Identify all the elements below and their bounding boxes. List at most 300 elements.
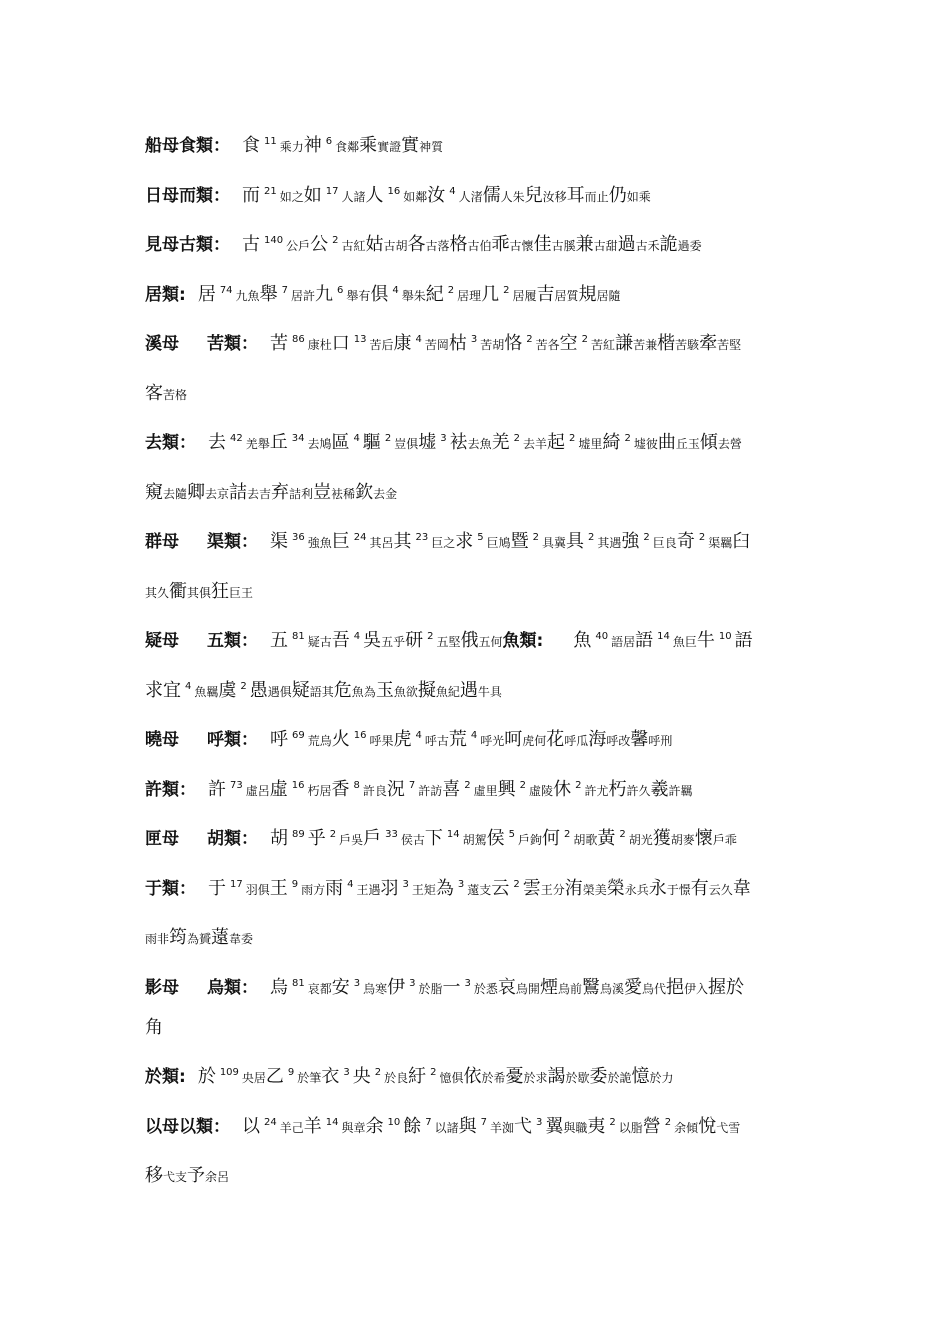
subcategory-label: 烏類： [207, 977, 258, 998]
category-label: 溪母 [145, 334, 179, 354]
category-label: 疑母 [145, 631, 179, 651]
fanqie-spelling: 食鄰 [335, 140, 360, 154]
fanqie-spelling: 於筆 [297, 1071, 322, 1085]
headword-char: 虞 [218, 679, 237, 701]
headword-char: 過 [617, 234, 636, 255]
fanqie-spelling: 于憬 [666, 882, 691, 897]
fanqie-spelling: 許尤 [584, 783, 609, 798]
headword-char: 公 [310, 234, 329, 255]
count-number: 2 [609, 1116, 616, 1128]
count-number: 6 [325, 136, 333, 148]
headword-char: 康 [393, 333, 412, 354]
fanqie-spelling: 憶俱 [439, 1071, 464, 1085]
headword-char: 詰 [229, 481, 248, 503]
fanqie-spelling: 韋委 [229, 932, 254, 946]
count-number: 81 [292, 977, 305, 989]
fanqie-spelling: 羊洳 [490, 1120, 515, 1135]
fanqie-spelling: 王遇 [356, 882, 381, 897]
headword-char: 吾 [331, 630, 350, 651]
fanqie-spelling: 羌舉 [245, 437, 270, 451]
headword-char: 強 [621, 531, 640, 552]
headword-char: 予 [187, 1165, 206, 1186]
headword-char: 翼 [545, 1115, 564, 1137]
entry-line [145, 827, 809, 851]
headword-char: 海 [588, 729, 607, 750]
headword-char: 危 [333, 679, 352, 701]
headword-char: 客 [145, 382, 163, 404]
headword-char: 興 [497, 778, 516, 800]
count-number: 2 [564, 829, 571, 841]
headword-char: 規 [578, 283, 597, 305]
count-number: 2 [581, 334, 589, 346]
fanqie-spelling: 苦堅 [717, 338, 742, 352]
headword-char: 許 [208, 778, 226, 800]
fanqie-spelling: 魚為 [351, 684, 376, 699]
headword-char: 苦 [270, 333, 288, 354]
count-number: 2 [329, 829, 337, 841]
fanqie-spelling: 過委 [677, 239, 702, 253]
count-number: 16 [353, 730, 367, 742]
count-number: 10 [718, 631, 732, 643]
fanqie-spelling: 人諸 [341, 189, 366, 204]
count-number: 23 [415, 532, 429, 544]
headword-char: 舉 [259, 283, 278, 305]
fanqie-spelling: 永兵 [624, 882, 649, 897]
fanqie-spelling: 戶乖 [712, 833, 737, 847]
headword-char: 哀 [497, 976, 516, 998]
entry-line [145, 926, 809, 950]
headword-char: 握 [708, 976, 726, 998]
fanqie-spelling: 烏前 [557, 981, 582, 996]
fanqie-spelling: 語居 [611, 635, 636, 649]
count-number: 7 [425, 1116, 432, 1128]
fanqie-spelling: 九魚 [235, 288, 260, 303]
fanqie-spelling: 魚欲 [393, 684, 418, 699]
fanqie-spelling: 巨鳩 [486, 536, 511, 550]
fanqie-spelling: 苦岡 [424, 338, 449, 352]
headword-char: 起 [547, 432, 566, 453]
category-label: 於類: [145, 1067, 186, 1087]
count-number: 2 [513, 878, 520, 890]
headword-char: 何 [542, 828, 561, 849]
headword-char: 几 [481, 283, 500, 305]
count-number: 4 [347, 878, 354, 890]
fanqie-spelling: 烏寒 [363, 981, 388, 996]
headword-char: 渠 [270, 531, 288, 552]
subcategory-label: 胡類： [207, 829, 258, 849]
headword-char: 區 [331, 432, 350, 453]
headword-char: 語 [734, 630, 753, 651]
headword-char: 求 [455, 531, 474, 552]
headword-char: 實 [401, 135, 420, 156]
headword-char: 荒 [448, 729, 467, 750]
fanqie-spelling: 五乎 [381, 635, 406, 649]
count-number: 6 [336, 284, 344, 296]
fanqie-spelling: 胡駕 [462, 833, 487, 847]
fanqie-spelling: 於求 [523, 1071, 548, 1085]
headword-char: 擬 [417, 679, 436, 701]
fanqie-spelling: 與職 [563, 1120, 588, 1135]
entry-line [145, 778, 809, 802]
fanqie-spelling: 去營 [717, 437, 742, 451]
headword-char: 牽 [699, 333, 718, 354]
count-number: 13 [353, 334, 367, 346]
fanqie-spelling: 去吉 [247, 486, 272, 501]
headword-char: 狂 [211, 580, 230, 602]
headword-char: 夷 [587, 1115, 606, 1137]
fanqie-spelling: 疑古 [307, 635, 332, 649]
headword-char: 虛 [269, 778, 288, 800]
headword-char: 魚 [573, 630, 592, 651]
fanqie-spelling: 袪稀 [331, 486, 356, 501]
document-body [145, 134, 809, 1214]
fanqie-spelling: 於詭 [607, 1071, 632, 1085]
headword-char: 侯 [486, 828, 505, 849]
headword-char: 羽 [380, 877, 399, 899]
fanqie-spelling: 古膎 [551, 239, 576, 253]
count-number: 14 [657, 631, 670, 643]
count-number: 2 [464, 779, 471, 791]
fanqie-spelling: 胡光 [628, 833, 653, 847]
headword-char: 下 [424, 828, 443, 849]
headword-char: 營 [642, 1115, 661, 1137]
headword-char: 綺 [602, 432, 621, 453]
fanqie-spelling: 侯古 [400, 833, 425, 847]
headword-char: 洧 [564, 877, 583, 899]
headword-char: 謁 [547, 1066, 566, 1087]
headword-char: 央 [352, 1066, 371, 1087]
headword-char: 儒 [482, 184, 501, 206]
headword-char: 汝 [427, 184, 446, 206]
headword-char: 兒 [524, 184, 543, 206]
headword-char: 具 [566, 531, 585, 552]
headword-char: 羌 [491, 432, 510, 453]
entry-line [145, 431, 809, 455]
headword-char: 羊 [303, 1115, 322, 1137]
fanqie-spelling: 以脂 [618, 1120, 643, 1135]
count-number: 2 [624, 433, 631, 445]
fanqie-spelling: 古胡 [383, 239, 408, 253]
fanqie-spelling: 呼刑 [648, 734, 673, 748]
headword-char: 朽 [608, 778, 627, 800]
headword-char: 遇 [459, 679, 478, 701]
fanqie-spelling: 居許 [290, 288, 315, 303]
count-number: 4 [470, 730, 478, 742]
headword-char: 永 [648, 877, 667, 899]
headword-char: 神 [303, 135, 322, 156]
headword-char: 姑 [365, 234, 384, 255]
fanqie-spelling: 余呂 [205, 1170, 230, 1184]
headword-char: 黃 [597, 828, 616, 849]
fanqie-spelling: 雨非 [145, 932, 170, 946]
headword-char: 語 [635, 630, 654, 651]
headword-char: 口 [331, 333, 350, 354]
count-number: 2 [427, 631, 434, 643]
headword-char: 移 [145, 1165, 163, 1186]
fanqie-spelling: 如乘 [626, 189, 651, 204]
headword-char: 恪 [504, 333, 523, 354]
entry-line [145, 1164, 809, 1188]
fanqie-spelling: 於力 [649, 1071, 674, 1085]
headword-char: 乖 [491, 234, 510, 255]
category-label: 居類: [145, 284, 186, 305]
count-number: 5 [477, 532, 484, 544]
count-number: 2 [384, 433, 392, 445]
count-number: 4 [353, 433, 360, 445]
fanqie-spelling: 墟里 [578, 437, 603, 451]
count-number: 7 [408, 779, 416, 791]
fanqie-spelling: 牛具 [477, 684, 502, 699]
headword-char: 臼 [732, 531, 751, 552]
headword-char: 丘 [269, 432, 288, 453]
fanqie-spelling: 巨良 [652, 536, 677, 550]
fanqie-spelling: 為贇 [187, 932, 212, 946]
fanqie-spelling: 古伯 [467, 239, 492, 253]
count-number: 2 [698, 532, 706, 544]
fanqie-spelling: 去鳩 [307, 437, 332, 451]
headword-char: 弋 [514, 1115, 533, 1137]
fanqie-spelling: 豈俱 [394, 437, 419, 451]
headword-char: 吳 [363, 630, 382, 651]
entry-line [145, 679, 809, 703]
fanqie-spelling: 汝移 [542, 189, 567, 204]
headword-char: 憶 [631, 1066, 650, 1087]
headword-char: 謙 [615, 333, 634, 354]
count-number: 2 [447, 284, 455, 296]
headword-char: 況 [386, 778, 405, 800]
fanqie-spelling: 去羊 [523, 437, 548, 451]
headword-char: 筠 [169, 927, 188, 948]
entry-line [145, 1016, 809, 1040]
headword-char: 於 [726, 976, 744, 998]
headword-char: 胡 [270, 828, 288, 849]
entry-line [145, 184, 809, 208]
headword-char: 研 [405, 630, 424, 651]
headword-char: 王 [269, 877, 288, 899]
category-label: 以母以類： [145, 1116, 230, 1137]
count-number: 7 [281, 284, 288, 296]
count-number: 3 [464, 977, 471, 989]
headword-char: 暨 [510, 531, 529, 552]
count-number: 2 [532, 532, 540, 544]
fanqie-spelling: 央居 [241, 1071, 266, 1085]
count-number: 17 [325, 185, 339, 197]
count-number: 5 [508, 829, 515, 841]
fanqie-spelling: 去隨 [163, 486, 188, 501]
fanqie-spelling: 人渚 [458, 189, 483, 204]
fanqie-spelling: 墟彼 [633, 437, 658, 451]
fanqie-spelling: 王矩 [411, 882, 436, 897]
headword-char: 巨 [331, 531, 350, 552]
headword-char: 驅 [362, 432, 381, 453]
headword-char: 余 [365, 1115, 384, 1137]
headword-char: 求 [145, 679, 163, 701]
headword-char: 人 [365, 184, 384, 206]
headword-char: 俱 [370, 283, 389, 305]
headword-char: 馨 [630, 729, 649, 750]
count-number: 3 [343, 1067, 350, 1079]
headword-char: 榮 [606, 877, 625, 899]
category-label: 日母而類： [145, 185, 230, 206]
headword-char: 休 [553, 778, 572, 800]
count-number: 14 [446, 829, 460, 841]
headword-char: 古 [242, 234, 260, 255]
count-number: 3 [536, 1116, 543, 1128]
headword-char: 如 [303, 184, 322, 206]
headword-char: 餘 [403, 1115, 422, 1137]
fanqie-spelling: 如鄰 [403, 189, 428, 204]
fanqie-spelling: 許訪 [418, 783, 443, 798]
fanqie-spelling: 而止 [584, 189, 609, 204]
fanqie-spelling: 古紅 [341, 239, 366, 253]
count-number: 3 [402, 878, 409, 890]
headword-char: 一 [442, 976, 461, 998]
fanqie-spelling: 魚巨 [672, 635, 697, 649]
count-number: 2 [588, 532, 595, 544]
entry-line [145, 530, 809, 554]
headword-char: 豈 [313, 481, 332, 503]
headword-char: 耳 [566, 184, 585, 206]
fanqie-spelling: 古禾 [635, 239, 660, 253]
fanqie-spelling: 古落 [425, 239, 450, 253]
fanqie-spelling: 戶鉤 [518, 833, 543, 847]
count-number: 9 [287, 1067, 295, 1079]
fanqie-spelling: 烏溪 [599, 981, 624, 996]
entry-line [145, 481, 809, 505]
headword-char: 乙 [265, 1066, 284, 1087]
count-number: 34 [291, 433, 305, 445]
fanqie-spelling: 呼瓜 [564, 734, 589, 748]
count-number: 36 [292, 532, 305, 544]
headword-char: 香 [331, 778, 350, 800]
subcategory-label: 呼類： [207, 730, 258, 750]
headword-char: 玉 [375, 679, 394, 701]
entry-line [145, 728, 809, 752]
count-number: 24 [264, 1116, 277, 1128]
entry-line [145, 877, 809, 901]
count-number: 4 [415, 334, 422, 346]
fanqie-spelling: 五何 [478, 635, 503, 649]
count-number: 3 [470, 334, 478, 346]
category-label: 船母食類： [145, 136, 230, 156]
fanqie-spelling: 胡歌 [573, 833, 598, 847]
headword-char: 乎 [307, 828, 326, 849]
entry-line [145, 976, 809, 1000]
fanqie-spelling: 康杜 [307, 338, 332, 352]
fanqie-spelling: 其呂 [369, 536, 394, 550]
headword-char: 獲 [652, 828, 671, 849]
fanqie-spelling: 弋雪 [716, 1120, 741, 1135]
fanqie-spelling: 薳支 [467, 882, 492, 897]
headword-char: 而 [242, 184, 260, 206]
count-number: 2 [332, 235, 339, 247]
headword-char: 窺 [145, 481, 163, 503]
headword-char: 九 [314, 283, 333, 305]
headword-char: 依 [463, 1066, 482, 1087]
count-number: 2 [374, 1067, 382, 1079]
headword-char: 烏 [270, 976, 288, 998]
headword-char: 悅 [698, 1115, 717, 1137]
headword-char: 憂 [505, 1066, 524, 1087]
count-number: 33 [385, 829, 398, 841]
count-number: 3 [440, 433, 447, 445]
headword-char: 去 [208, 432, 226, 453]
fanqie-spelling: 與章 [341, 1120, 366, 1135]
fanqie-spelling: 如之 [279, 189, 304, 204]
headword-char: 宜 [163, 679, 181, 701]
fanqie-spelling: 強魚 [307, 536, 332, 550]
fanqie-spelling: 魚紀 [435, 684, 460, 699]
fanqie-spelling: 其遇 [597, 536, 622, 550]
fanqie-spelling: 舉有 [346, 288, 371, 303]
count-number: 3 [353, 977, 361, 989]
headword-char: 吉 [536, 283, 555, 305]
fanqie-spelling: 戶吳 [339, 833, 364, 847]
count-number: 9 [291, 878, 299, 890]
headword-char: 墟 [418, 432, 437, 453]
headword-char: 袪 [449, 432, 468, 453]
fanqie-spelling: 呼果 [369, 734, 394, 748]
headword-char: 雲 [522, 877, 541, 899]
category-label: 去類： [145, 433, 196, 453]
count-number: 2 [664, 1116, 672, 1128]
fanqie-spelling: 乘力 [279, 140, 304, 154]
count-number: 16 [291, 779, 305, 791]
count-number: 2 [643, 532, 650, 544]
fanqie-spelling: 居隨 [596, 288, 621, 303]
fanqie-spelling: 哀都 [307, 981, 332, 996]
fanqie-spelling: 公戶 [286, 239, 311, 253]
count-number: 4 [353, 631, 361, 643]
count-number: 2 [430, 1067, 437, 1079]
entry-line [145, 1115, 809, 1139]
fanqie-spelling: 苦駭 [675, 338, 700, 352]
headword-char: 奇 [676, 531, 695, 552]
count-number: 11 [264, 136, 277, 148]
fanqie-spelling: 去金 [373, 486, 398, 501]
fanqie-spelling: 渠羈 [708, 536, 733, 550]
category-label: 匣母 [145, 829, 179, 849]
headword-char: 伊 [387, 976, 406, 998]
headword-char: 為 [435, 877, 454, 899]
headword-char: 呵 [504, 729, 523, 750]
fanqie-spelling: 虛里 [473, 783, 498, 798]
fanqie-spelling: 去京 [205, 486, 230, 501]
fanqie-spelling: 巨之 [431, 536, 456, 550]
count-number: 2 [519, 779, 527, 791]
fanqie-spelling: 居理 [457, 288, 482, 303]
category-label: 見母古類： [145, 235, 230, 255]
fanqie-spelling: 烏開 [515, 981, 540, 996]
headword-char: 衣 [321, 1066, 340, 1087]
subcategory-label: 五類： [207, 631, 258, 651]
headword-char: 紆 [408, 1066, 427, 1087]
fanqie-spelling: 胡麥 [670, 833, 695, 847]
count-number: 7 [480, 1116, 487, 1128]
fanqie-spelling: 虎何 [522, 734, 547, 748]
headword-char: 紀 [425, 283, 444, 305]
headword-char: 愚 [249, 679, 268, 701]
count-number: 2 [575, 779, 582, 791]
count-number: 10 [387, 1116, 401, 1128]
headword-char: 弃 [271, 481, 290, 503]
headword-char: 兼 [575, 234, 594, 255]
count-number: 4 [415, 730, 422, 742]
fanqie-spelling: 居質 [554, 288, 579, 303]
headword-char: 衢 [169, 580, 188, 602]
count-number: 73 [230, 779, 243, 791]
fanqie-spelling: 苦各 [535, 338, 560, 352]
